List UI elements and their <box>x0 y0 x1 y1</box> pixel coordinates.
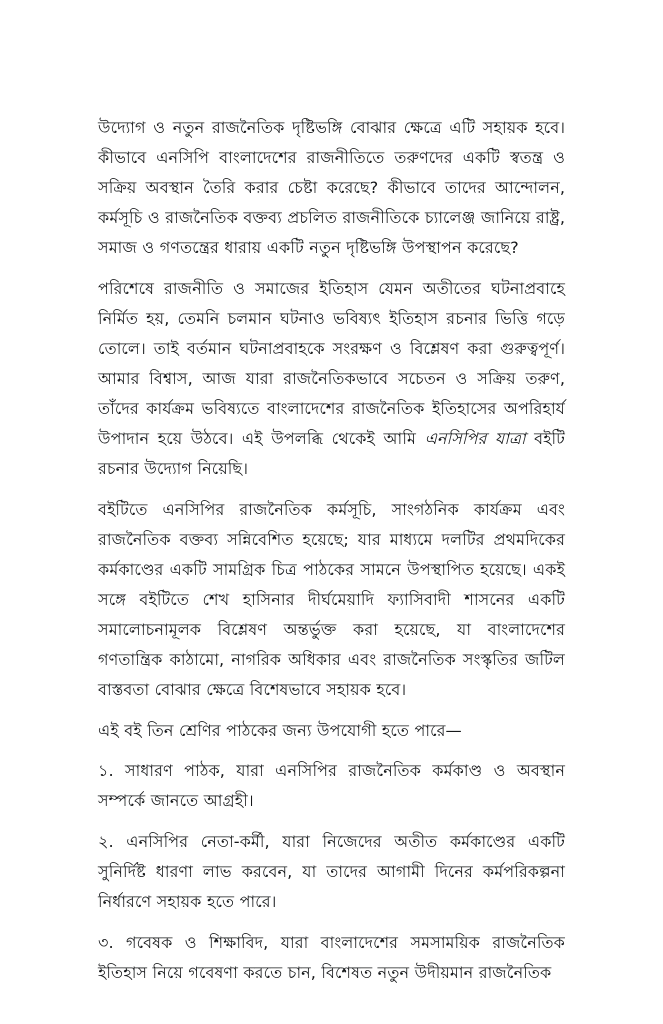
list-item: ২. এনসিপির নেতা-কর্মী, যারা নিজেদের অতীত কর্মকাণ্ডের একটি সুনির্দিষ্ট ধারণা লাভ করবেন, যা তাদের আগামী দিনের কর্মপরিকল্পনা নির্ধারণে সহায়ক হতে পারে। <box>98 832 565 911</box>
book-title-italic: এনসিপির যাত্রা <box>424 429 526 448</box>
text-column <box>98 113 565 988</box>
list-item: ৩. গবেষক ও শিক্ষাবিদ, যারা বাংলাদেশের সমসাময়িক রাজনৈতিক ইতিহাস নিয়ে গবেষণা করতে চান, বিশেষত নতুন উদীয়মান রাজনৈতিক <box>98 933 565 982</box>
paragraph-1: উদ্যোগ ও নতুন রাজনৈতিক দৃষ্টিভঙ্গি বোঝার ক্ষেত্রে এটি সহায়ক হবে। কীভাবে এনসিপি বাংলাদেশের রাজনীতিতে তরুণদের একটি স্বতন্ত্র ও সক্রিয় অবস্থান তৈরি করার চেষ্টা করেছে? কীভাবে তাদের আন্দোলন, কর্মসূচি ও রাজনৈতিক বক্তব্য প্রচলিত রাজনীতিকে চ্যালেঞ্জ জানিয়ে রাষ্ট্র, সমাজ ও গণতন্ত্রের ধারায় একটি নতুন দৃষ্টিভঙ্গি উপস্থাপন করেছে? <box>98 118 565 257</box>
paragraph-3: বইটিতে এনসিপির রাজনৈতিক কর্মসূচি, সাংগঠনিক কার্যক্রম এবং রাজনৈতিক বক্তব্য সন্নিবেশিত হয়েছে; যার মাধ্যমে দলটির প্রথমদিকের কর্মকাণ্ডের একটি সামগ্রিক চিত্র পাঠকের সামনে উপস্থাপিত হয়েছে। একই সঙ্গে বইটিতে শেখ হাসিনার দীর্ঘমেয়াদি ফ্যাসিবাদী শাসনের একটি সমালোচনামূলক বিশ্লেষণ অন্তর্ভুক্ত করা হয়েছে, যা বাংলাদেশের গণতান্ত্রিক কাঠামো, নাগরিক অধিকার এবং রাজনৈতিক সংস্কৃতির জটিল বাস্তবতা বোঝার ক্ষেত্রে বিশেষভাবে সহায়ক হবে। <box>98 500 565 699</box>
list-item: ১. সাধারণ পাঠক, যারা এনসিপির রাজনৈতিক কর্মকাণ্ড ও অবস্থান সম্পর্কে জানতে আগ্রহী। <box>98 761 565 810</box>
list-lead-in: এই বই তিন শ্রেণির পাঠকের জন্য উপযোগী হতে পারে— <box>98 721 462 740</box>
paragraph-2-text-after-title: বইটি রচনার উদ্যোগ নিয়েছি। <box>98 429 565 478</box>
paragraph-2 <box>98 274 565 484</box>
paragraph-2-text-before-title: পরিশেষে রাজনীতি ও সমাজের ইতিহাস যেমন অতীতের ঘটনাপ্রবাহে নির্মিত হয়, তেমনি চলমান ঘটনাও ভবিষ্যৎ ইতিহাস রচনার ভিত্তি গড়ে তোলে। তাই বর্তমান ঘটনাপ্রবাহকে সংরক্ষণ ও বিশ্লেষণ করা গুরুত্বপূর্ণ। আমার বিশ্বাস, আজ যারা রাজনৈতিকভাবে সচেতন ও সক্রিয় তরুণ, তাঁদের কার্যক্রম ভবিষ্যতে বাংলাদেশের রাজনৈতিক ইতিহাসের অপরিহার্য উপাদান হয়ে উঠবে। এই উপলব্ধি থেকেই আমি <box>98 279 565 448</box>
